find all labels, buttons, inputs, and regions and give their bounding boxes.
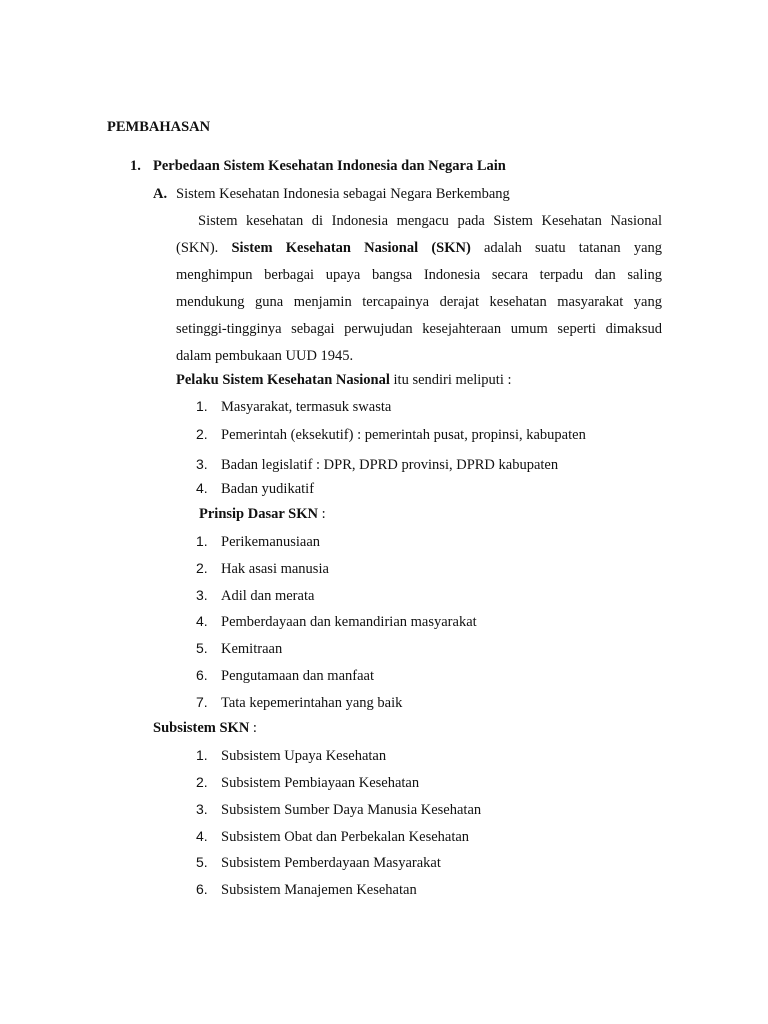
list-item-number: 2. [196,426,208,442]
paragraph-part2: adalah suatu tatanan yang menghimpun berbagai upaya bangsa Indonesia secara terpadu dan saling mendukung guna menjamin tercapainya derajat kesehatan masyarakat yang setinggi-tingginya sebagai perwujudan kesejahteraan umum seperti dimaksud dalam pembukaan UUD 1945. [176,240,663,364]
list-item-text: Hak asasi manusia [221,561,329,577]
list-item-number: 4. [196,480,208,496]
list-item-text: Kemitraan [221,641,283,657]
skn-paragraph [176,208,662,370]
list-item [196,480,314,498]
list-item-text: Masyarakat, termasuk swasta [221,399,392,415]
subsistem-label: Subsistem SKN : [153,720,257,736]
list-item-number: 1. [196,398,208,414]
list-item-text: Tata kepemerintahan yang baik [221,695,403,711]
subsection-title: Sistem Kesehatan Indonesia sebagai Negara Berkembang [176,186,510,202]
list-item-text: Pengutamaan dan manfaat [221,668,374,684]
list-item-text: Badan legislatif : DPR, DPRD provinsi, DPRD kabupaten [221,457,559,473]
paragraph-part1: Sistem kesehatan di Indonesia mengacu pada Sistem Kesehatan Nasional (SKN). [176,213,662,256]
list-item [196,640,282,658]
list-item-number: 4. [196,613,208,629]
list-item-text: Pemberdayaan dan kemandirian masyarakat [221,614,477,630]
list-item-number: 6. [196,881,208,897]
pelaku-label: Pelaku Sistem Kesehatan Nasional itu sendiri meliputi : [176,372,512,388]
list-item-number: 5. [196,640,208,656]
list-item [196,456,558,474]
prinsip-label: Prinsip Dasar SKN : [199,506,326,522]
list-item [196,533,320,551]
list-item-text: Subsistem Upaya Kesehatan [221,748,387,764]
list-item-text: Subsistem Sumber Daya Manusia Kesehatan [221,802,482,818]
page-heading: PEMBAHASAN [107,119,211,135]
list-item-number: 4. [196,828,208,844]
list-item [196,398,391,416]
list-item [196,774,419,792]
list-item-number: 5. [196,854,208,870]
list-item-number: 2. [196,774,208,790]
list-item-number: 3. [196,456,208,472]
list-item-number: 3. [196,587,208,603]
list-item [196,854,441,872]
section-number: 1. [130,158,141,174]
list-item-text: Pemerintah (eksekutif) : pemerintah pusat, propinsi, kabupaten [221,427,586,443]
list-item [196,881,417,899]
list-item-text: Badan yudikatif [221,481,315,497]
section-title: Perbedaan Sistem Kesehatan Indonesia dan Negara Lain [153,158,506,174]
list-item-text: Adil dan merata [221,588,315,604]
list-item [196,426,586,444]
list-item [196,667,374,685]
subsection-letter: A. [153,186,168,202]
list-item-number: 7. [196,694,208,710]
list-item [196,801,481,819]
list-item [196,560,329,578]
list-item-text: Subsistem Pembiayaan Kesehatan [221,775,420,791]
list-item-text: Subsistem Pemberdayaan Masyarakat [221,855,441,871]
list-item-text: Subsistem Obat dan Perbekalan Kesehatan [221,829,470,845]
list-item-number: 1. [196,747,208,763]
list-item [196,828,469,846]
paragraph-bold-term: Sistem Kesehatan Nasional (SKN) [231,240,471,256]
list-item-number: 2. [196,560,208,576]
list-item [196,613,477,631]
list-item-number: 1. [196,533,208,549]
list-item [196,747,386,765]
list-item-text: Perikemanusiaan [221,534,321,550]
list-item [196,587,314,605]
list-item-text: Subsistem Manajemen Kesehatan [221,882,417,898]
list-item [196,694,402,712]
list-item-number: 3. [196,801,208,817]
list-item-number: 6. [196,667,208,683]
